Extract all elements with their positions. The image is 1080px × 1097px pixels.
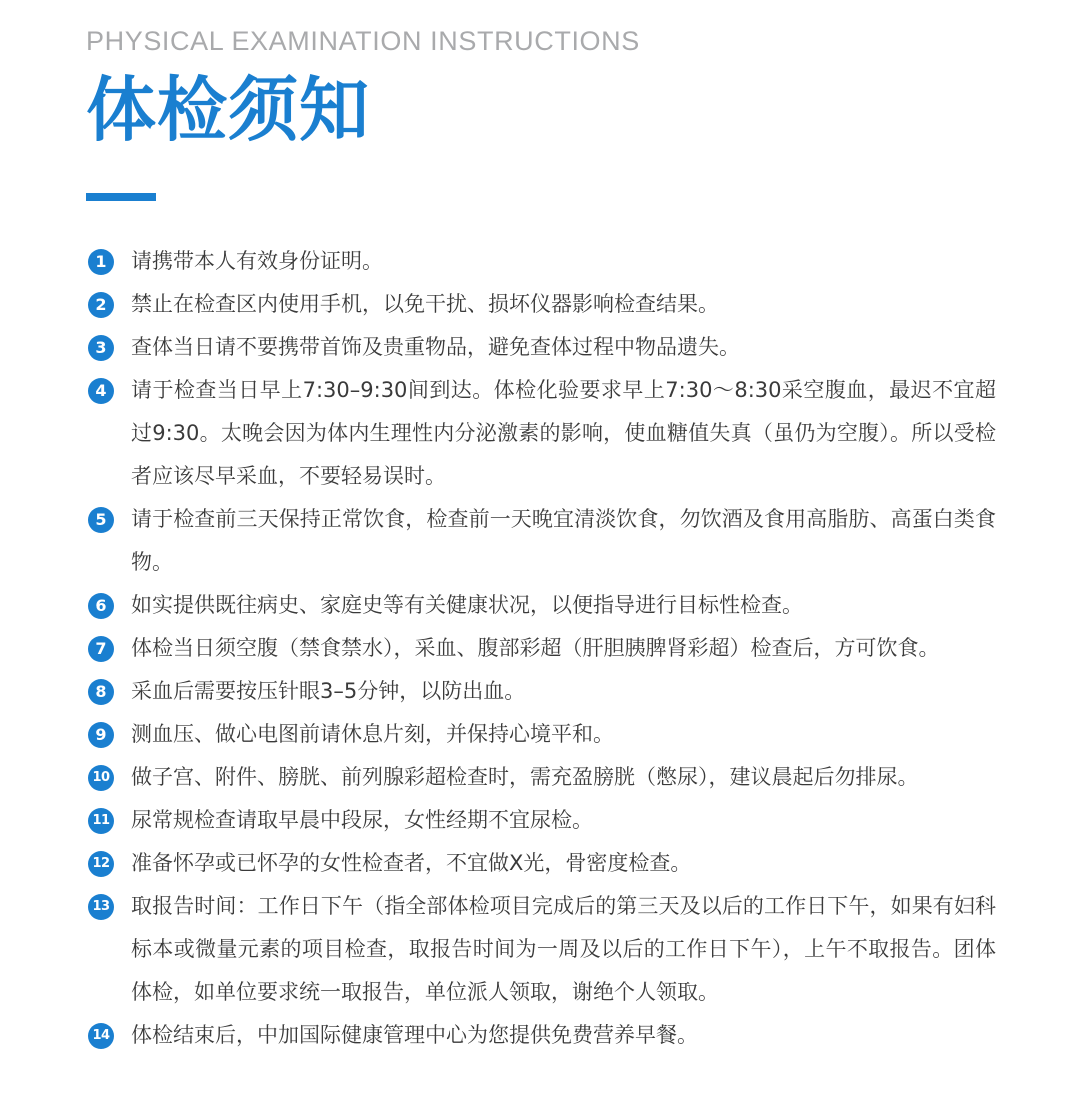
instruction-text: 如实提供既往病史、家庭史等有关健康状况，以便指导进行目标性检查。 (131, 593, 803, 617)
instruction-list (86, 240, 996, 1057)
title-underline (86, 193, 156, 201)
instruction-item (86, 670, 996, 713)
instruction-item (86, 799, 996, 842)
instruction-text: 体检当日须空腹（禁食禁水），采血、腹部彩超（肝胆胰脾肾彩超）检查后，方可饮食。 (131, 636, 940, 660)
number-badge: 11 (88, 808, 114, 834)
number-badge: 3 (88, 335, 114, 361)
instruction-item (86, 1014, 996, 1057)
page-title: 体检须知 (86, 69, 370, 151)
number-badge: 4 (88, 378, 114, 404)
instruction-text: 取报告时间：工作日下午（指全部体检项目完成后的第三天及以后的工作日下午，如果有妇科标本或微量元素的项目检查，取报告时间为一周及以后的工作日下午），上午不取报告。团体体检，如单位要求统一取报告，单位派人领取，谢绝个人领取。 (131, 894, 996, 1004)
instruction-item (86, 240, 996, 283)
number-badge: 12 (88, 851, 114, 877)
number-badge: 2 (88, 292, 114, 318)
number-badge: 1 (88, 249, 114, 275)
instruction-text: 请于检查前三天保持正常饮食，检查前一天晚宜清淡饮食，勿饮酒及食用高脂肪、高蛋白类食物。 (131, 507, 996, 574)
page-subtitle: PHYSICAL EXAMINATION INSTRUCTIONS (86, 26, 640, 56)
instruction-text: 查体当日请不要携带首饰及贵重物品，避免查体过程中物品遗失。 (131, 335, 740, 359)
instruction-text: 尿常规检查请取早晨中段尿，女性经期不宜尿检。 (131, 808, 593, 832)
instruction-item (86, 885, 996, 1014)
instruction-text: 请于检查当日早上7:30–9:30间到达。体检化验要求早上7:30～8:30采空腹血，最迟不宜超过9:30。太晚会因为体内生理性内分泌激素的影响，使血糖值失真（虽仍为空腹）。所以受检者应该尽早采血，不要轻易误时。 (131, 378, 996, 488)
instruction-item (86, 584, 996, 627)
number-badge: 10 (88, 765, 114, 791)
instruction-item (86, 326, 996, 369)
instruction-item (86, 283, 996, 326)
instruction-text: 体检结束后，中加国际健康管理中心为您提供免费营养早餐。 (131, 1023, 698, 1047)
number-badge: 9 (88, 722, 114, 748)
instruction-item (86, 369, 996, 498)
number-badge: 8 (88, 679, 114, 705)
instruction-item (86, 756, 996, 799)
instruction-item (86, 627, 996, 670)
instruction-text: 准备怀孕或已怀孕的女性检查者，不宜做X光，骨密度检查。 (131, 851, 692, 875)
instruction-item (86, 498, 996, 584)
number-badge: 14 (88, 1023, 114, 1049)
number-badge: 7 (88, 636, 114, 662)
instruction-item (86, 713, 996, 756)
instruction-text: 采血后需要按压针眼3–5分钟，以防出血。 (131, 679, 526, 703)
instruction-text: 做子宫、附件、膀胱、前列腺彩超检查时，需充盈膀胱（憋尿），建议晨起后勿排尿。 (131, 765, 919, 789)
instruction-item (86, 842, 996, 885)
number-badge: 6 (88, 593, 114, 619)
number-badge: 5 (88, 507, 114, 533)
instruction-text: 测血压、做心电图前请休息片刻，并保持心境平和。 (131, 722, 614, 746)
number-badge: 13 (88, 894, 114, 920)
instruction-text: 禁止在检查区内使用手机，以免干扰、损坏仪器影响检查结果。 (131, 292, 719, 316)
instruction-text: 请携带本人有效身份证明。 (131, 249, 383, 273)
